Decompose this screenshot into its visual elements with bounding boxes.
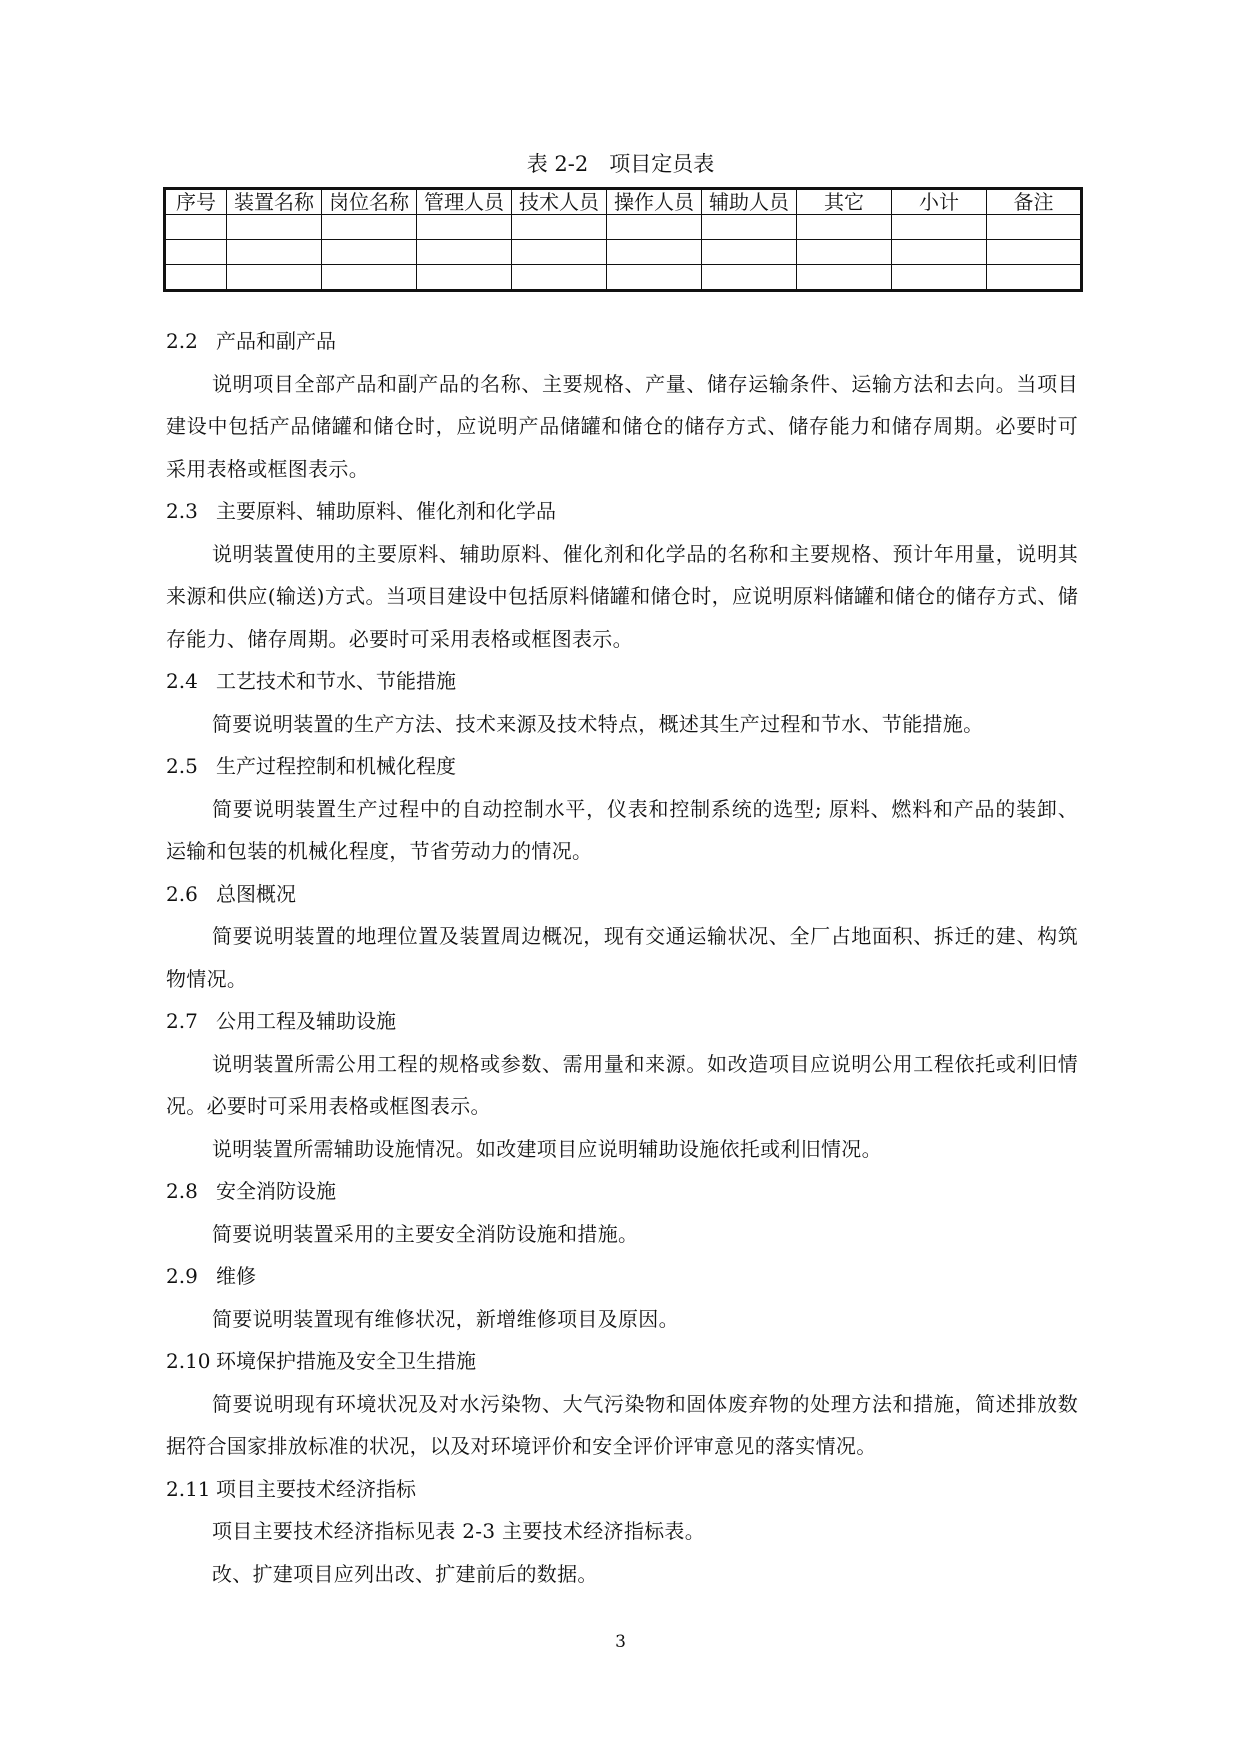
- table-cell: [892, 215, 987, 240]
- section-title: 产品和副产品: [216, 329, 336, 353]
- paragraph: 简要说明现有环境状况及对水污染物、大气污染物和固体废弃物的处理方法和措施，简述排放数据符合国家排放标准的状况，以及对环境评价和安全评价评审意见的落实情况。: [166, 1391, 1078, 1458]
- page-number: 3: [615, 1632, 626, 1652]
- table-cell: [607, 265, 702, 291]
- paragraph: 改、扩建项目应列出改、扩建前后的数据。: [212, 1561, 598, 1586]
- paragraph: 说明装置所需公用工程的规格或参数、需用量和来源。如改造项目应说明公用工程依托或利旧情况。必要时可采用表格或框图表示。: [166, 1051, 1078, 1118]
- header-cell: 小计: [892, 189, 987, 215]
- table-cell: [322, 265, 417, 291]
- table-cell: [512, 265, 607, 291]
- table-row: [165, 215, 1082, 240]
- table-cell: [987, 240, 1082, 265]
- table-cell: [417, 265, 512, 291]
- body-text: [166, 320, 1078, 1595]
- section-number: 2.9: [166, 1264, 198, 1288]
- section-heading: [166, 745, 1078, 788]
- section-number: 2.3: [166, 499, 198, 523]
- table-cell: [227, 215, 322, 240]
- header-cell: 技术人员: [512, 189, 607, 215]
- section-title: 维修: [216, 1264, 256, 1288]
- table-header-row: [165, 189, 1082, 215]
- section-title: 总图概况: [216, 881, 296, 906]
- table-caption: 表 2-2 项目定员表: [526, 152, 715, 176]
- section-heading: [166, 660, 1078, 703]
- header-cell: 序号: [165, 189, 227, 215]
- table-cell: [512, 215, 607, 240]
- section-number: 2.8: [166, 1179, 198, 1203]
- table-cell: [227, 265, 322, 291]
- table-cell: [165, 240, 227, 265]
- section-heading: [166, 1170, 1078, 1213]
- table-cell: [892, 265, 987, 291]
- paragraph: 简要说明装置现有维修状况，新增维修项目及原因。: [212, 1306, 679, 1331]
- table-cell: [512, 240, 607, 265]
- section-heading: [166, 320, 1078, 363]
- section-heading: [166, 873, 1078, 916]
- table-cell: [892, 240, 987, 265]
- header-cell: 岗位名称: [322, 189, 417, 215]
- paragraph: 简要说明装置的地理位置及装置周边概况，现有交通运输状况、全厂占地面积、拆迁的建、构筑物情况。: [166, 924, 1078, 991]
- table-cell: [987, 265, 1082, 291]
- table-cell: [322, 240, 417, 265]
- table-row: [165, 265, 1082, 291]
- header-cell: 管理人员: [417, 189, 512, 215]
- header-cell: 备注: [987, 189, 1082, 215]
- section-number: 2.7: [166, 1009, 198, 1033]
- staffing-table: [163, 187, 1083, 292]
- table-cell: [702, 240, 797, 265]
- paragraph: 说明装置使用的主要原料、辅助原料、催化剂和化学品的名称和主要规格、预计年用量，说明其来源和供应(输送)方式。当项目建设中包括原料储罐和储仓时，应说明原料储罐和储仓的储存方式、储存能力、储存周期。必要时可采用表格或框图表示。: [166, 541, 1078, 651]
- paragraph: 简要说明装置采用的主要安全消防设施和措施。: [212, 1221, 639, 1246]
- section-heading: [166, 1468, 1078, 1511]
- paragraph: 简要说明装置的生产方法、技术来源及技术特点，概述其生产过程和节水、节能措施。: [212, 711, 984, 736]
- section-title: 项目主要技术经济指标: [216, 1476, 416, 1501]
- header-cell: 操作人员: [607, 189, 702, 215]
- section-title: 主要原料、辅助原料、催化剂和化学品: [216, 499, 556, 523]
- section-title: 安全消防设施: [216, 1179, 336, 1203]
- section-heading: [166, 1255, 1078, 1298]
- paragraph: 说明装置所需辅助设施情况。如改建项目应说明辅助设施依托或利旧情况。: [212, 1136, 882, 1161]
- section-number: 2.2: [166, 329, 198, 353]
- section-heading: [166, 490, 1078, 533]
- paragraph: 项目主要技术经济指标见表 2-3 主要技术经济指标表。: [212, 1519, 706, 1543]
- paragraph: 说明项目全部产品和副产品的名称、主要规格、产量、储存运输条件、运输方法和去向。当项目建设中包括产品储罐和储仓时，应说明产品储罐和储仓的储存方式、储存能力和储存周期。必要时可采用表格或框图表示。: [166, 371, 1078, 481]
- section-title: 环境保护措施及安全卫生措施: [216, 1349, 476, 1373]
- table-cell: [702, 265, 797, 291]
- table-cell: [607, 240, 702, 265]
- table-cell: [417, 240, 512, 265]
- table-cell: [797, 265, 892, 291]
- section-number: 2.10: [166, 1349, 211, 1373]
- section-title: 工艺技术和节水、节能措施: [216, 669, 456, 693]
- table-cell: [322, 215, 417, 240]
- section-title: 生产过程控制和机械化程度: [216, 754, 456, 778]
- table-cell: [987, 215, 1082, 240]
- paragraph: 简要说明装置生产过程中的自动控制水平，仪表和控制系统的选型; 原料、燃料和产品的装卸、运输和包装的机械化程度，节省劳动力的情况。: [166, 796, 1078, 863]
- table-cell: [797, 215, 892, 240]
- section-number: 2.11: [166, 1476, 211, 1501]
- header-cell: 装置名称: [227, 189, 322, 215]
- section-title: 公用工程及辅助设施: [216, 1009, 396, 1033]
- table-cell: [607, 215, 702, 240]
- header-cell: 其它: [797, 189, 892, 215]
- section-number: 2.4: [166, 669, 198, 693]
- section-heading: [166, 1340, 1078, 1383]
- table-cell: [702, 215, 797, 240]
- section-number: 2.6: [166, 881, 198, 906]
- section-number: 2.5: [166, 754, 198, 778]
- table-cell: [227, 240, 322, 265]
- table-cell: [165, 265, 227, 291]
- table-row: [165, 240, 1082, 265]
- header-cell: 辅助人员: [702, 189, 797, 215]
- table-cell: [797, 240, 892, 265]
- section-heading: [166, 1000, 1078, 1043]
- table-cell: [165, 215, 227, 240]
- table-cell: [417, 215, 512, 240]
